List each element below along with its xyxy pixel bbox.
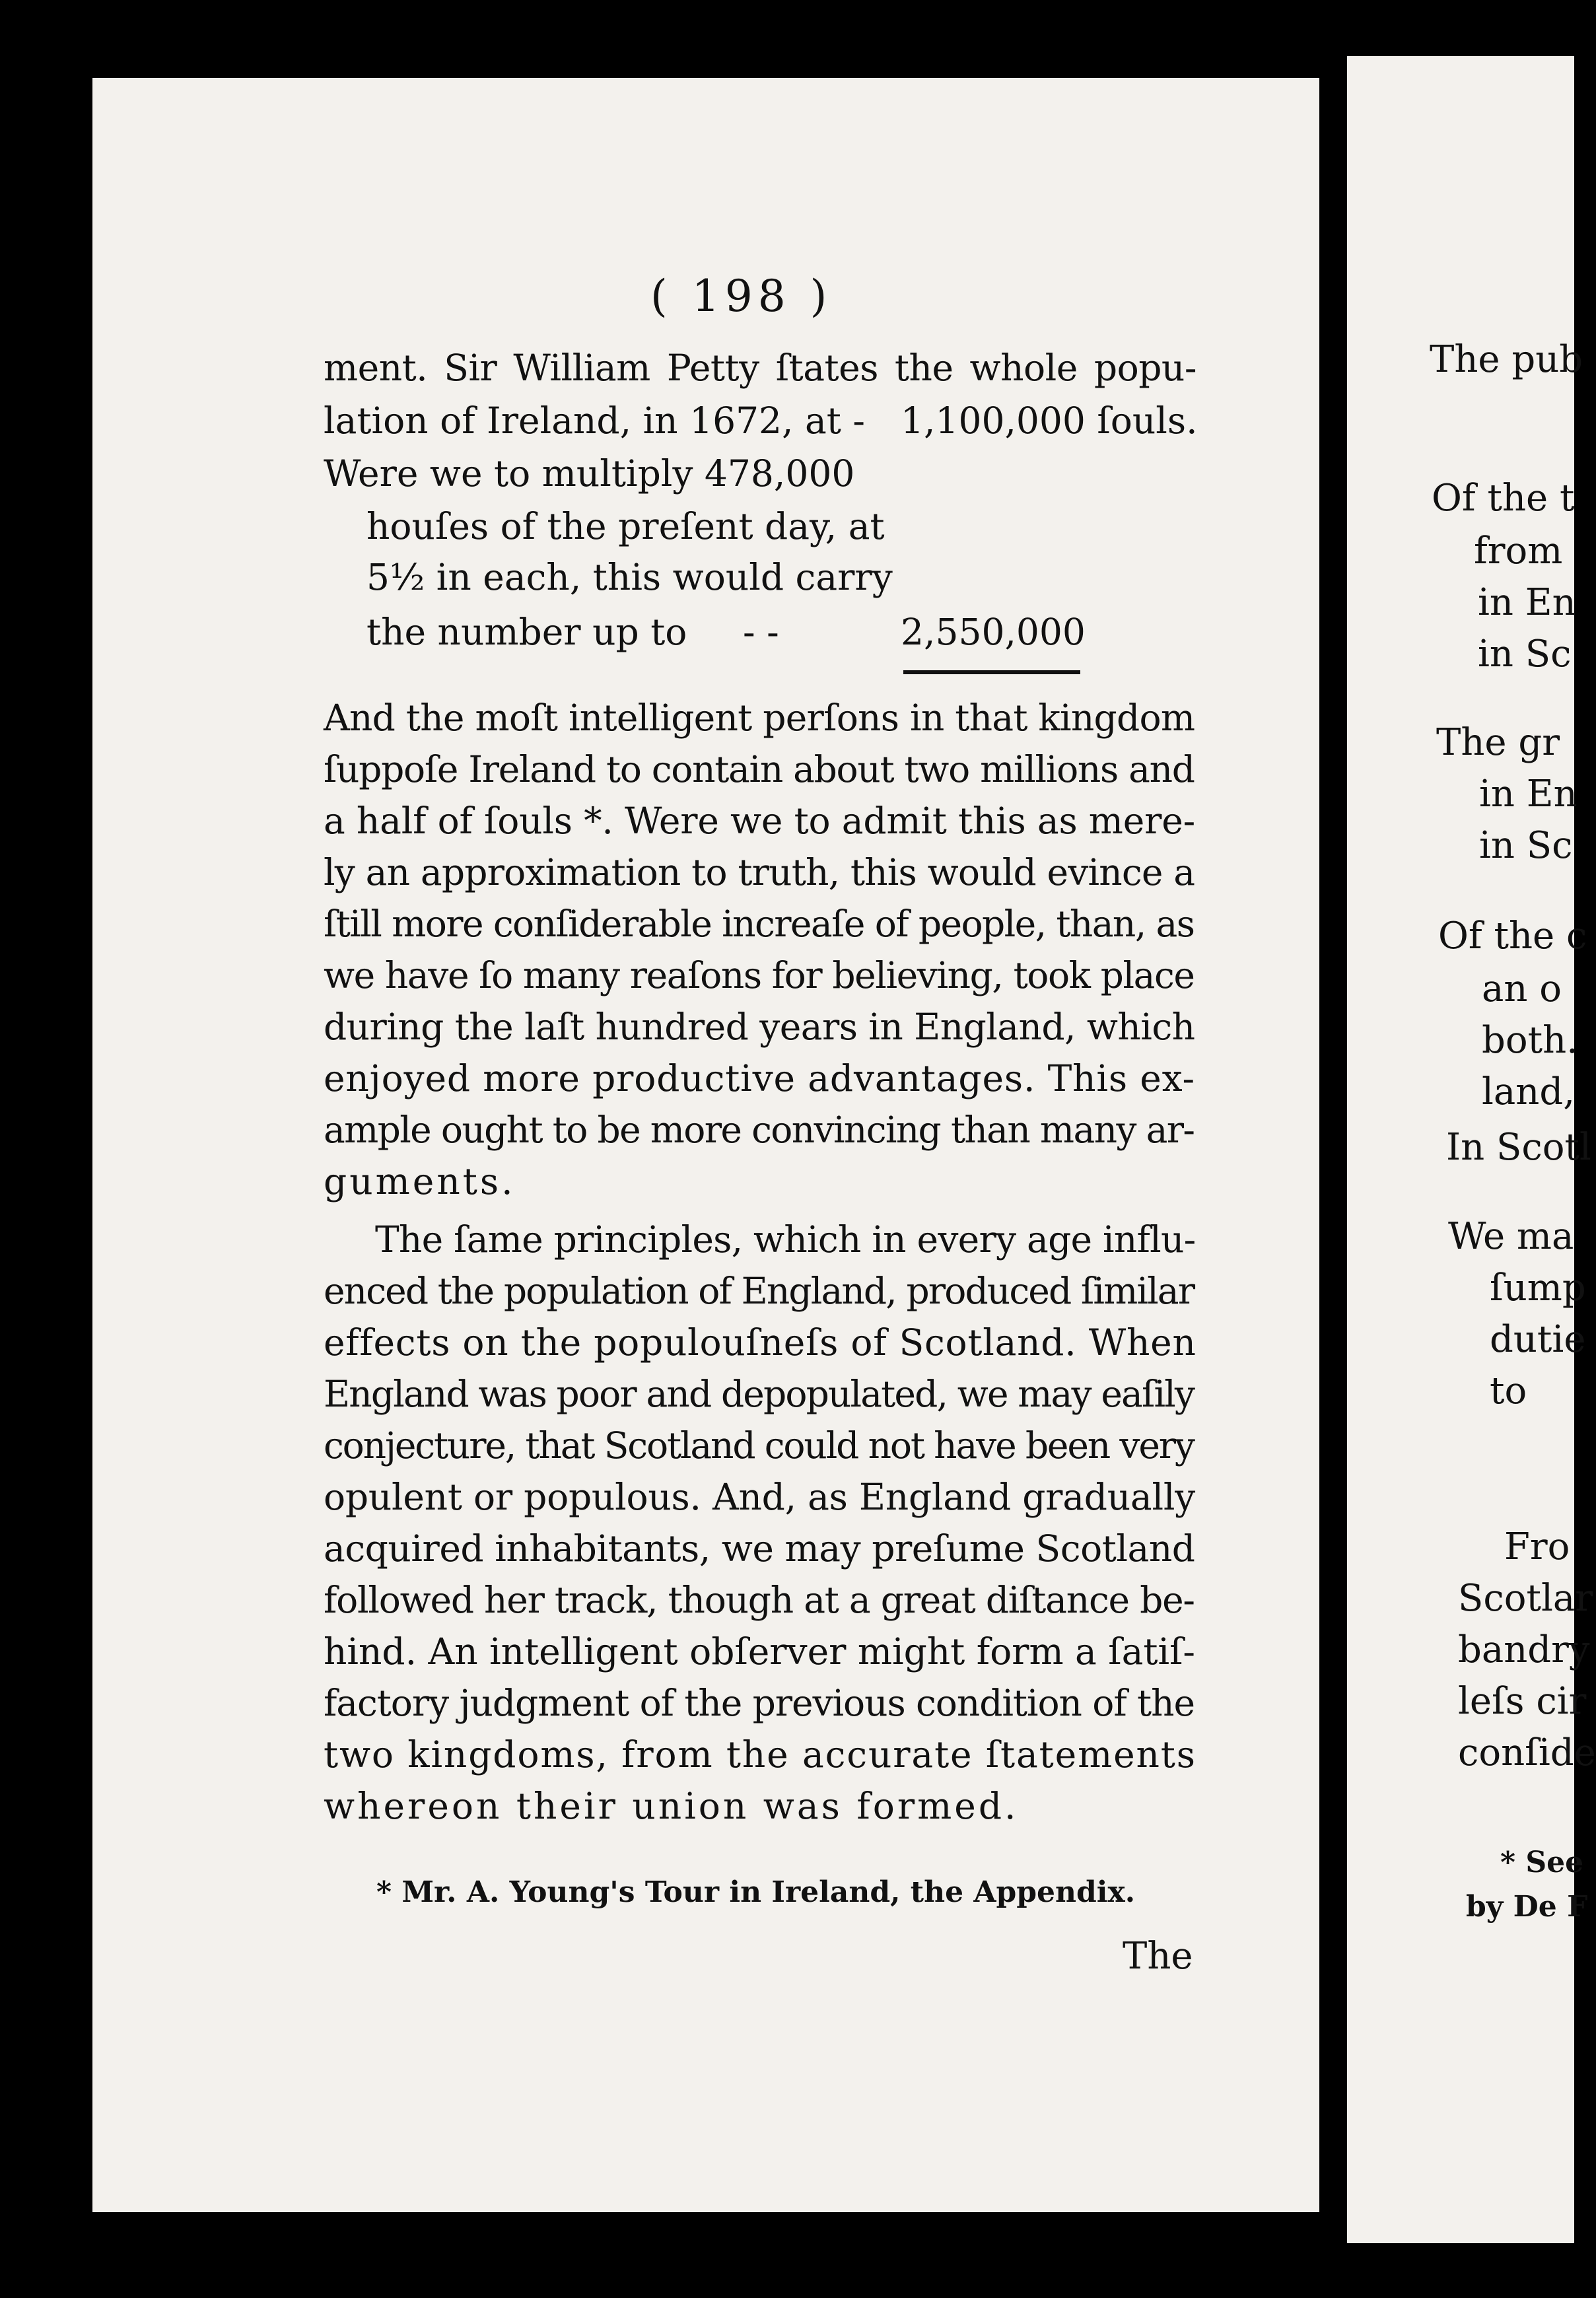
sum-rule [903,670,1080,674]
table-row-1 [324,347,1197,389]
table-row-4-text: houſes of the preſent day, at [366,505,885,547]
right-footnote: * See [1500,1846,1584,1879]
paragraph-2-line: England was poor and depopulated, we may eaſily [324,1373,1195,1415]
right-page-line: bandry [1458,1628,1590,1671]
paragraph-1-line: ample ought to be more convincing than many ar- [324,1109,1195,1151]
paragraph-2-line: conjecture, that Scotland could not have been very [324,1424,1194,1467]
paragraph-2-line: followed her track, though at a great diſtance be- [324,1579,1195,1621]
right-page-line: Scotlar [1458,1577,1593,1620]
table-row-6-value: 2,550,000 [901,611,1086,653]
paragraph-2-line: acquired inhabitants, we may preſume Scotland [324,1527,1195,1570]
footnote: * Mr. A. Young's Tour in Ireland, the Appendix. [376,1875,1136,1909]
paragraph-2-line: two kingdoms, from the accurate ſtatements [324,1733,1197,1776]
right-page-line: both. [1482,1019,1578,1062]
paragraph-2-line: whereon their union was formed. [324,1785,1019,1827]
right-page-line: in Sc [1479,824,1573,867]
right-footnote: by De F [1466,1890,1588,1924]
right-page-line: an o [1482,967,1562,1010]
paragraph-2-line: enced the population of England, produced ſimilar [324,1270,1195,1312]
page-number: ( 198 ) [650,271,833,322]
paragraph-1-line: enjoyed more productive advantages. This ex- [324,1057,1195,1099]
right-page-line: to [1490,1370,1527,1412]
right-page-line: dutie [1490,1318,1586,1361]
catchword: The [1123,1935,1193,1978]
paragraph-2-line: opulent or populous. And, as England gradually [324,1476,1195,1518]
paragraph-1-line: And the moſt intelligent perſons in that kingdom [324,697,1195,739]
table-row-1-text: ment. Sir William Petty ſtates the whole popu- [324,347,1197,389]
paragraph-1-line: ly an approximation to truth, this would evince a [324,851,1195,893]
right-page-line: In Scotl [1446,1126,1591,1169]
right-page-line: Fro [1504,1525,1570,1568]
paragraph-2-line: The ſame principles, which in every age influ- [375,1218,1196,1261]
right-page-line: ſump [1490,1267,1586,1309]
right-page-line: We ma [1448,1215,1574,1258]
table-row-6-dashes: - - [743,611,779,653]
paragraph-1-line: ſtill more conſiderable increaſe of people, than, as [324,903,1195,945]
paragraph-1-line: during the laſt hundred years in England, which [324,1006,1195,1048]
table-row-6-text: the number up to [366,611,687,653]
table-row-3-text: Were we to multiply 478,000 [324,452,855,495]
right-page-line: leſs cir [1458,1680,1587,1723]
right-page-line: from [1474,530,1563,573]
right-page-line: conſide [1458,1731,1596,1774]
paragraph-1-line: a half of ſouls *. Were we to admit this as mere- [324,800,1195,842]
right-page-line: in En [1478,581,1576,624]
table-row-5-text: 5½ in each, this would carry [366,556,893,598]
right-page-line: Of the t [1432,477,1575,520]
right-page-line: The gr [1436,721,1560,764]
paragraph-1-line: we have ſo many reaſons for believing, took place [324,954,1195,996]
paragraph-2-line: hind. An intelligent obſerver might form a ſatiſ- [324,1630,1195,1673]
right-page-line: in Sc [1478,633,1572,676]
paragraph-2-line: factory judgment of the previous condition of the [324,1682,1195,1724]
right-page-line: in En [1479,773,1578,816]
right-page-line: The pub [1430,338,1583,381]
table-row-2-value: 1,100,000 ſouls. [901,400,1198,442]
right-page-line: Of the c [1438,915,1587,958]
paragraph-1-line: guments. [324,1160,516,1202]
paragraph-1-line: ſuppoſe Ireland to contain about two millions and [324,748,1195,790]
right-page-line: land, [1482,1070,1576,1113]
paragraph-2-line: effects on the populouſneſs of Scotland. When [324,1321,1197,1364]
table-row-2-text: lation of Ireland, in 1672, at - [324,400,865,442]
